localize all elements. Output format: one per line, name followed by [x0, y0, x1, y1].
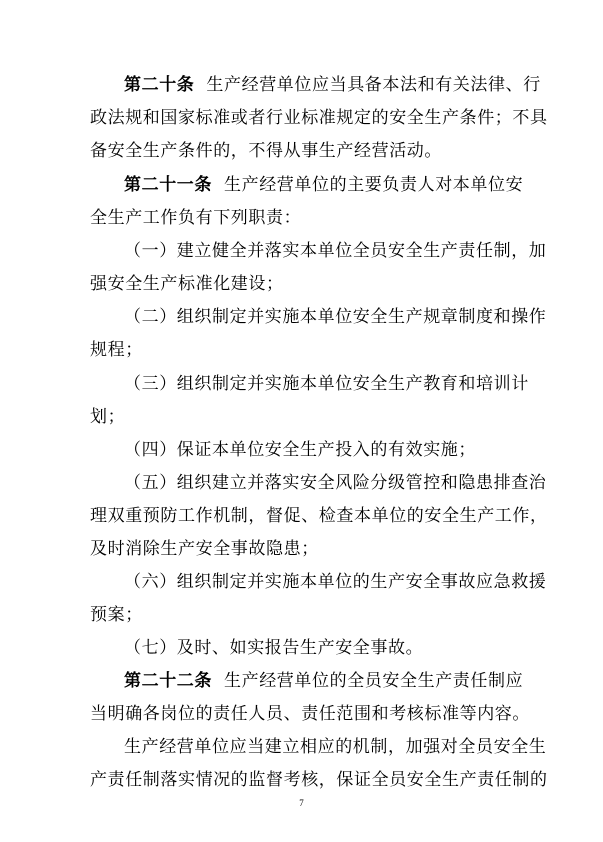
list-item-5-line-2: 理双重预防工作机制，督促、检查本单位的安全生产工作， — [90, 506, 548, 526]
paragraph-article-20-line-2: 政法规和国家标准或者行业标准规定的安全生产条件；不具 — [90, 108, 548, 128]
paragraph-article-20-line-3: 备安全生产条件的，不得从事生产经营活动。 — [90, 141, 442, 161]
paragraph-article-22-line-1 — [124, 670, 524, 692]
paragraph-article-21-line-1 — [124, 174, 524, 196]
list-item-4-line-1: （四）保证本单位安全生产投入的有效实施； — [124, 440, 476, 460]
article-number: 第二十条 — [124, 75, 195, 95]
list-item-5-line-1: （五）组织建立并落实安全风险分级管控和隐患排查治 — [124, 473, 547, 493]
article-number: 第二十一条 — [124, 175, 212, 195]
list-item-3-line-1: （三）组织制定并实施本单位安全生产教育和培训计 — [124, 374, 529, 394]
list-item-5-line-3: 及时消除生产安全事故隐患； — [90, 539, 319, 559]
list-item-7-line-1: （七）及时、如实报告生产安全事故。 — [124, 638, 424, 658]
paragraph-mechanism-line-2: 产责任制落实情况的监督考核，保证全员安全生产责任制的 — [90, 770, 548, 790]
list-item-3-line-2: 划； — [90, 407, 126, 427]
paragraph-text: 生产经营单位的全员安全生产责任制应 — [224, 671, 524, 691]
list-item-2-line-1: （二）组织制定并实施本单位安全生产规章制度和操作 — [124, 307, 547, 327]
list-item-1-line-1: （一）建立健全并落实本单位全员安全生产责任制，加 — [124, 241, 547, 261]
paragraph-text: 生产经营单位应当具备本法和有关法律、行 — [206, 75, 541, 95]
list-item-2-line-2: 规程； — [90, 340, 143, 360]
list-item-6-line-1: （六）组织制定并实施本单位的生产安全事故应急救援 — [124, 572, 547, 592]
list-item-6-line-2: 预案； — [90, 605, 143, 625]
paragraph-article-21-line-2: 全生产工作负有下列职责： — [90, 208, 302, 228]
article-number: 第二十二条 — [124, 671, 212, 691]
page-number: 7 — [299, 798, 304, 808]
paragraph-article-20-line-1 — [124, 74, 541, 96]
paragraph-text: 生产经营单位的主要负责人对本单位安 — [224, 175, 524, 195]
list-item-1-line-2: 强安全生产标准化建设； — [90, 274, 284, 294]
paragraph-mechanism-line-1: 生产经营单位应当建立相应的机制，加强对全员安全生 — [124, 737, 547, 757]
paragraph-article-22-line-2: 当明确各岗位的责任人员、责任范围和考核标准等内容。 — [90, 704, 530, 724]
